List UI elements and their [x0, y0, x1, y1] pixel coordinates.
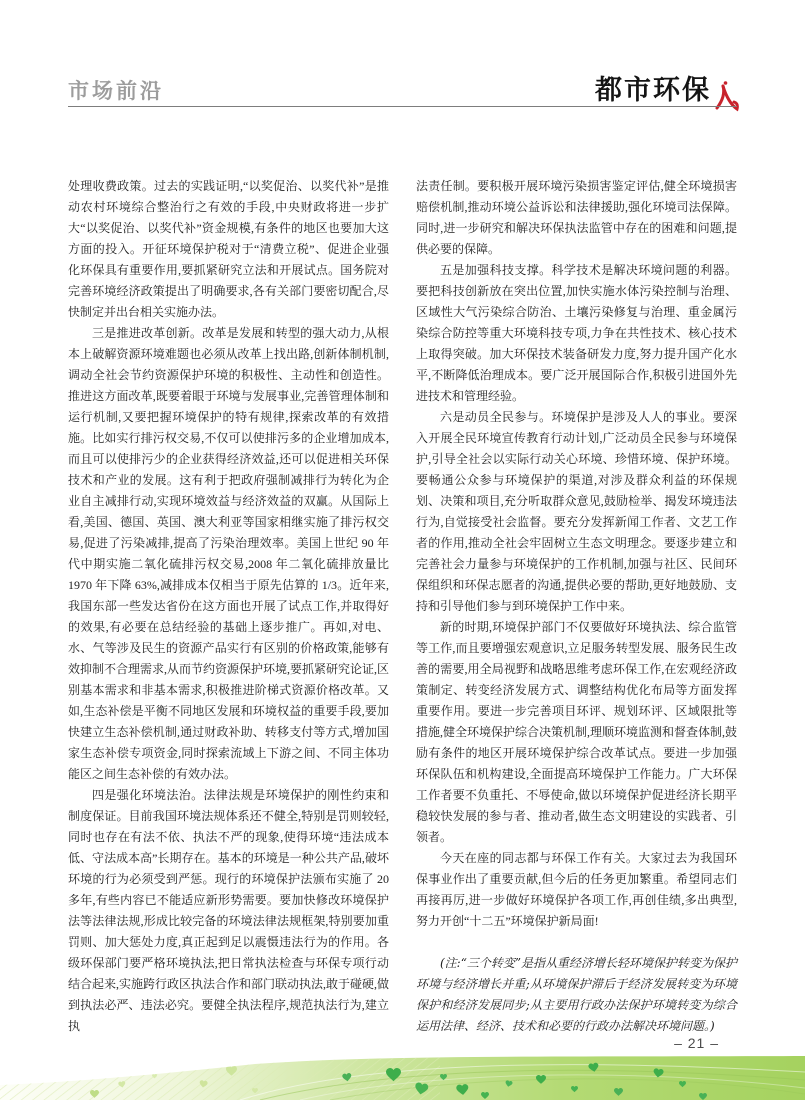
- paragraph: 今天在座的同志都与环保工作有关。大家过去为我国环保事业作出了重要贡献,但今后的任务更加繁重。希望同志们再接再厉,进一步做好环境保护各项工作,再创佳绩,多出典型,努力开创“十二五”环境保护新局面!: [416, 851, 737, 928]
- note-paragraph: (注:“三个转变”是指从重经济增长轻环境保护转变为保护环境与经济增长并重;从环境保护滞后于经济发展转变为环境保护和经济发展同步;从主要用行政办法保护环境转变为综合运用法律、经济、技术和必要的行政办法解决环境问题。): [416, 956, 737, 1033]
- article-left-column: [68, 176, 389, 1037]
- paragraph: 五是加强科技支撑。科学技术是解决环境问题的利器。要把科技创新放在突出位置,加快实施水体污染控制与治理、区域性大气污染综合防治、土壤污染修复与治理、重金属污染综合防控等重大环境科技专项,力争在共性技术、核心技术上取得突破。加大环保技术装备研发力度,努力提升国产化水平,不断降低治理成本。要广泛开展国际合作,积极引进国外先进技术和管理经验。: [416, 263, 737, 403]
- page-header: [68, 68, 737, 106]
- paragraph: 四是强化环境法治。法律法规是环境保护的刚性约束和制度保证。目前我国环境法规体系还不健全,特别是罚则较轻,同时也存在有法不依、执法不严的现象,使得环境“违法成本低、守法成本高”长期存在。基本的环境是一种公共产品,破坏环境的行为必须受到严惩。现行的环境保护法颁布实施了 20 多年,有些内容已不能适应新形势需要。要加快修改环境保护法等法律法规,形成比较完备的环境法律法规框架,特别要加重罚则、加大惩处力度,真正起到足以震慑违法行为的作用。各级环保部门要严格环境执法,把日常执法检查与环保专项行动结合起来,实施跨行政区执法合作和部门联动执法,敢于碰硬,做到执法必严、违法必究。要健全执法程序,规范执法行为,建立执: [68, 788, 390, 1033]
- section-label: 市场前沿: [68, 80, 164, 103]
- magazine-logo: [595, 70, 737, 106]
- footer-decoration: [0, 1054, 805, 1100]
- article-right-column: [416, 176, 737, 1037]
- page-number: – 21 –: [674, 1035, 719, 1051]
- paragraph: 处理收费政策。过去的实践证明,“以奖促治、以奖代补”是推动农村环境综合整治行之有效的手段,中央财政将进一步扩大“以奖促治、以奖代补”资金规模,有条件的地区也要加大这方面的投入。开征环境保护税对于“清费立税”、促进企业强化环保具有重要作用,要抓紧研究立法和开展试点。国务院对完善环境经济政策提出了明确要求,各有关部门要密切配合,尽快制定并出台相关实施办法。: [68, 179, 389, 319]
- magazine-title: 都市环保: [595, 75, 711, 105]
- paragraph: 法责任制。要积极开展环境污染损害鉴定评估,健全环境损害赔偿机制,推动环境公益诉讼和法律援助,强化环境司法保障。同时,进一步研究和解决环保执法监管中存在的困难和问题,提供必要的保障。: [416, 179, 737, 256]
- article-body: [68, 176, 737, 1037]
- paragraph: 新的时期,环境保护部门不仅要做好环境执法、综合监管等工作,而且要增强宏观意识,立足服务转型发展、服务民生改善的需要,用全局视野和战略思维考虑环保工作,在宏观经济政策制定、转变经济发展方式、调整结构优化布局等方面发挥重要作用。要进一步完善项目环评、规划环评、区域限批等措施,健全环境保护综合决策机制,理顺环境监测和督查体制,鼓励有条件的地区开展环境保护综合改革试点。要进一步加强环保队伍和机构建设,全面提高环境保护工作能力。广大环保工作者要不负重托、不辱使命,做以环境保护促进经济长期平稳较快发展的参与者、推动者,做生态文明建设的实践者、引领者。: [416, 620, 738, 844]
- logo-brush-icon: [713, 80, 739, 116]
- header-rule: [68, 106, 737, 107]
- paragraph: 三是推进改革创新。改革是发展和转型的强大动力,从根本上破解资源环境难题也必须从改革上找出路,创新体制机制,调动全社会节约资源保护环境的积极性、主动性和创造性。推进这方面改革,既要着眼于环境与发展事业,完善管理体制和运行机制,又要把握环境保护的特有规律,探索改革的有效措施。比如实行排污权交易,不仅可以使排污多的企业增加成本,而且可以使排污少的企业获得经济效益,还可以促进相关环保技术和产业的发展。这有利于把政府强制减排行为转化为企业自主减排行动,实现环境效益与经济效益的双赢。从国际上看,美国、德国、英国、澳大利亚等国家相继实施了排污权交易,促进了污染减排,提高了污染治理效率。美国上世纪 90 年代中期实施二氧化硫排污权交易,2008 年二氧化硫排放量比 1970 年下降 63%,减排成本仅相当于原先估算的 1/3。近年来,我国东部一些发达省份在这方面也开展了试点工作,并取得好的效果,有必要在总结经验的基础上逐步推广。再如,对电、水、气等涉及民生的资源产品实行有区别的价格政策,能够有效抑制不合理需求,从而节约资源保护环境,要抓紧研究论证,区别基本需求和非基本需求,积极推进阶梯式资源价格改革。又如,生态补偿是平衡不同地区发展和环境权益的重要手段,要加快建立生态补偿机制,通过财政补助、转移支付等方式,增加国家生态补偿专项资金,同时探索流域上下游之间、不同主体功能区之间生态补偿的有效办法。: [68, 326, 390, 781]
- paragraph: 六是动员全民参与。环境保护是涉及人人的事业。要深入开展全民环境宣传教育行动计划,广泛动员全民参与环境保护,引导全社会以实际行动关心环境、珍惜环境、保护环境。要畅通公众参与环境保护的渠道,对涉及群众利益的环保规划、决策和项目,充分听取群众意见,鼓励检举、揭发环境违法行为,自觉接受社会监督。要充分发挥新闻工作者、文艺工作者的作用,推动全社会牢固树立生态文明理念。要逐步建立和完善社会力量参与环境保护的工作机制,加强与社区、民间环保组织和环保志愿者的沟通,提供必要的帮助,更好地鼓励、支持和引导他们参与到环境保护工作中来。: [416, 410, 737, 613]
